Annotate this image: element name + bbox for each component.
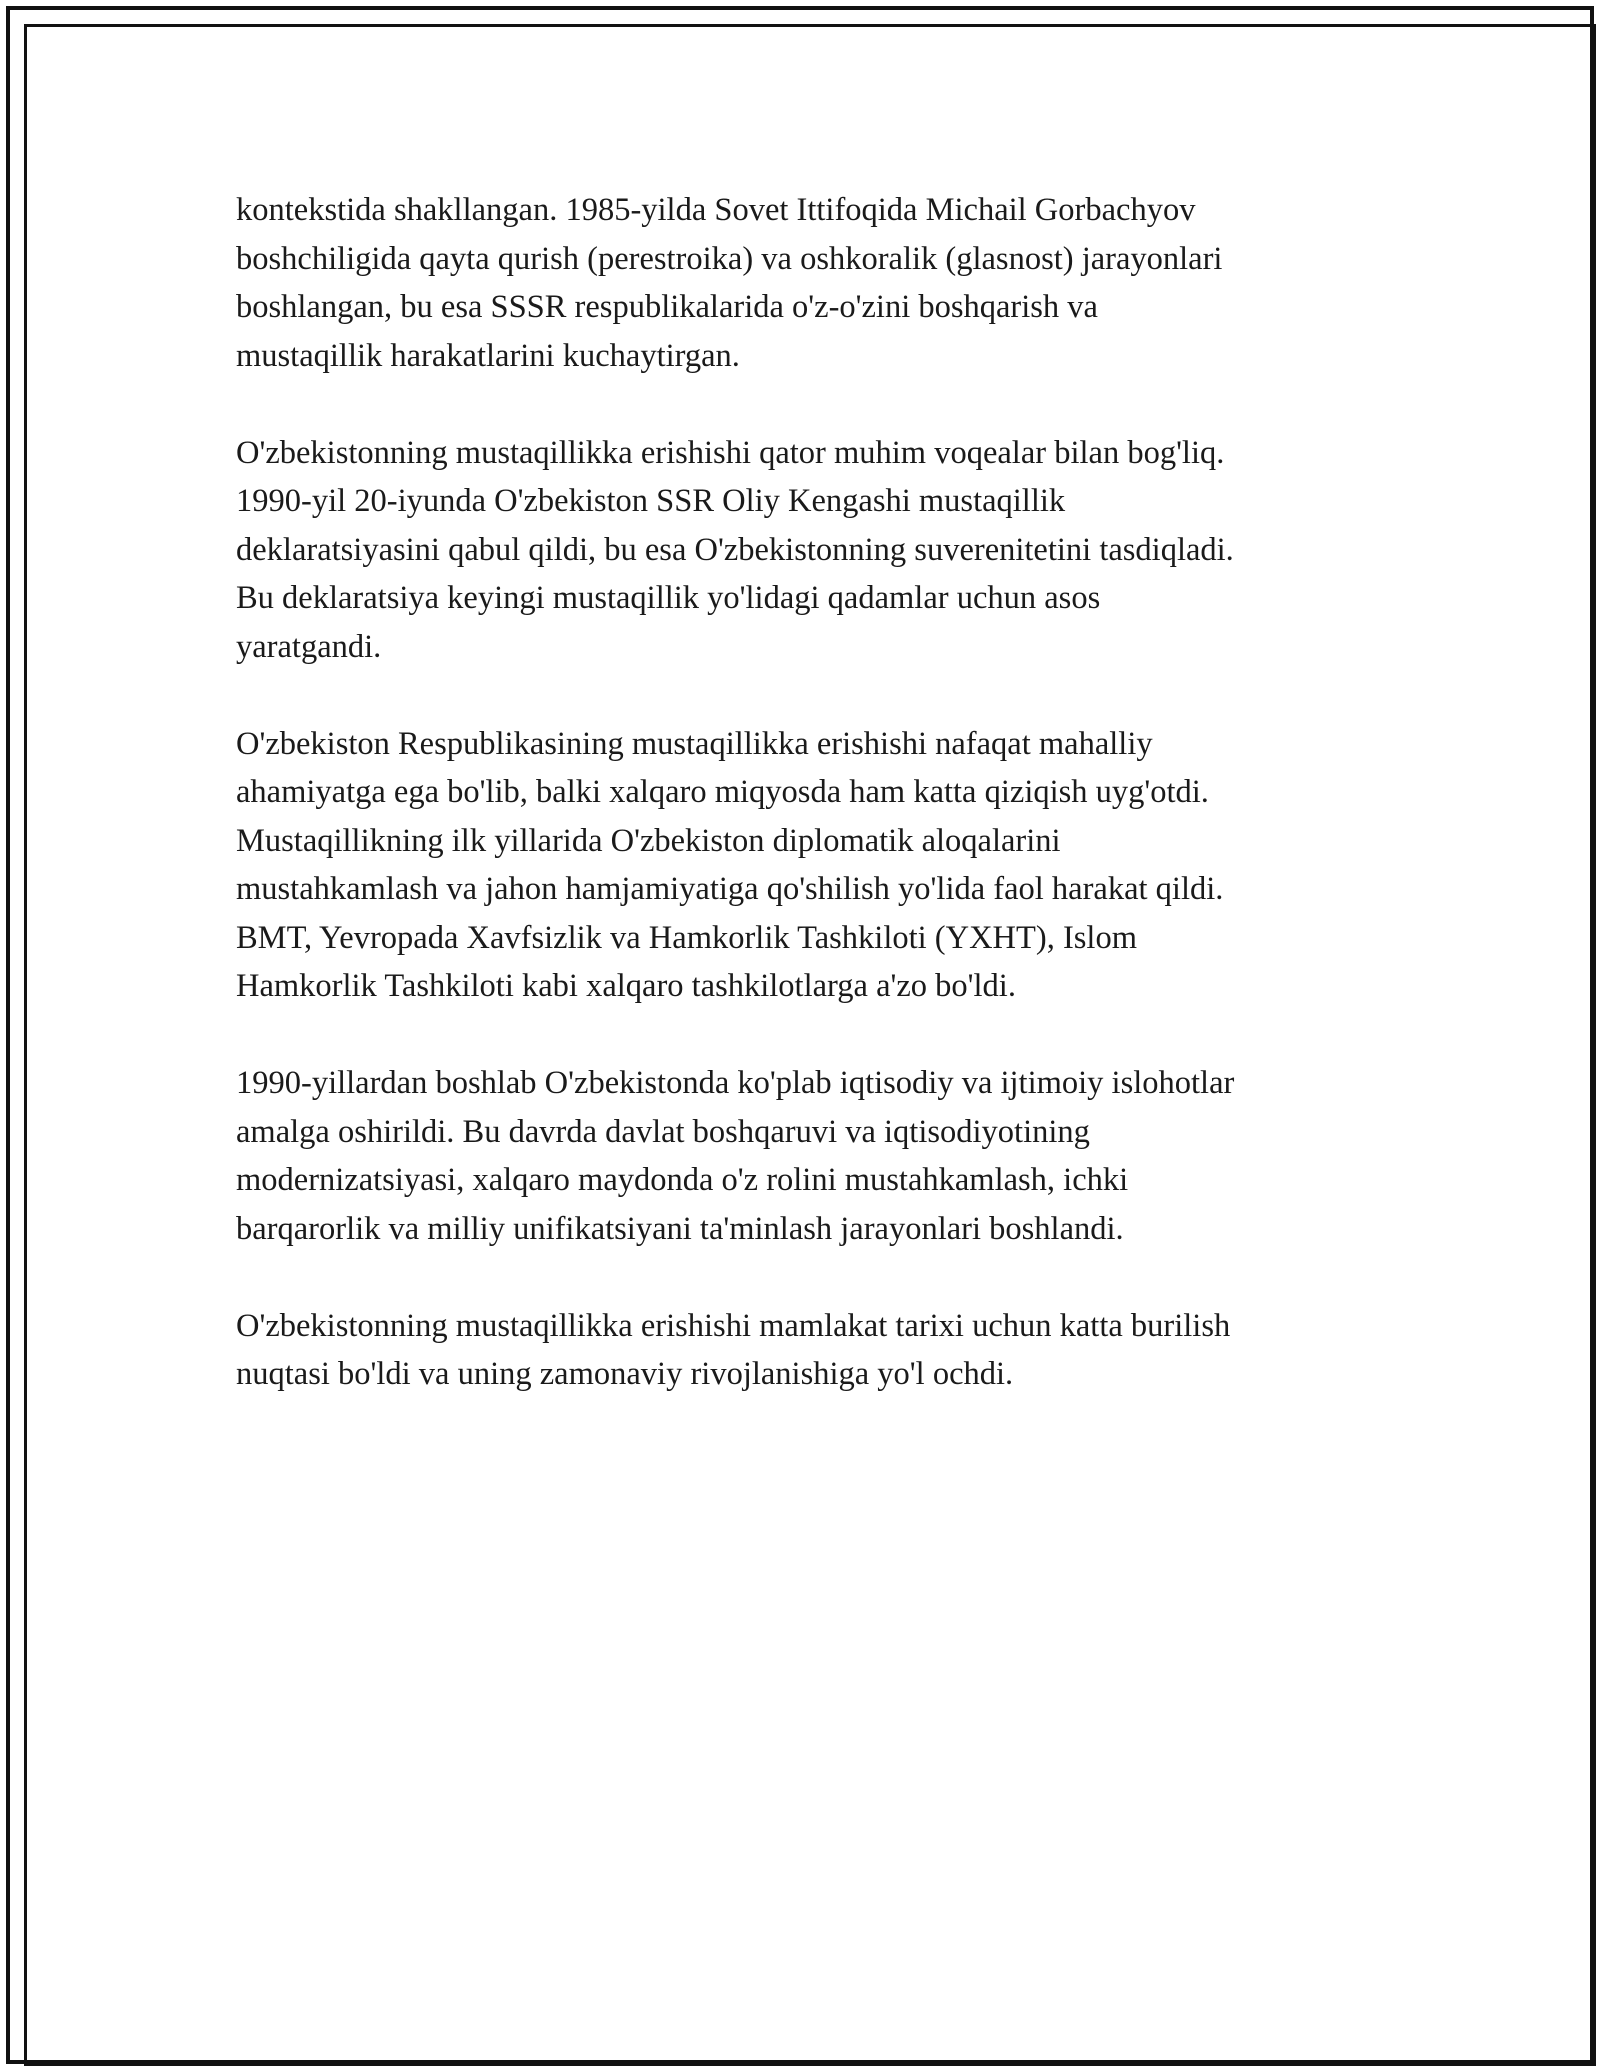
paragraph-3 [236,720,1386,1011]
text-line: mustahkamlash va jahon hamjamiyatiga qo'shilish yo'lida faol harakat qildi. [236,871,1224,907]
document-body [236,186,1386,1447]
text-line: boshchiligida qayta qurish (perestroika) va oshkoralik (glasnost) jarayonlari [236,240,1223,277]
text-line: yaratgandi. [236,628,382,665]
text-line: 1990-yil 20-iyunda O'zbekiston SSR Oliy Kengashi mustaqillik [236,483,1066,519]
text-line: nuqtasi bo'ldi va uning zamonaviy rivojlanishiga yo'l ochdi. [236,1356,1014,1392]
text-line: kontekstida shakllangan. 1985-yilda Sovet Ittifoqida Michail Gorbachyov [236,192,1196,228]
text-line: 1990-yillardan boshlab O'zbekistonda ko'plab iqtisodiy va ijtimoiy islohotlar [236,1065,1235,1101]
text-line: ahamiyatga ega bo'lib, balki xalqaro miqyosda ham katta qiziqish uyg'otdi. [236,774,1209,810]
paragraph-2 [236,429,1386,672]
text-line: modernizatsiyasi, xalqaro maydonda o'z rolini mustahkamlash, ichki [236,1162,1129,1198]
text-line: boshlangan, bu esa SSSR respublikalarida o'z-o'zini boshqarish va [236,289,1098,325]
text-line: O'zbekiston Respublikasining mustaqillikka erishishi nafaqat mahalliy [236,725,1153,762]
paragraph-4 [236,1059,1386,1253]
text-line: barqarorlik va milliy unifikatsiyani ta'minlash jarayonlari boshlandi. [236,1210,1124,1247]
text-line: amalga oshirildi. Bu davrda davlat boshqaruvi va iqtisodiyotining [236,1113,1090,1150]
paragraph-5 [236,1302,1386,1399]
text-line: mustaqillik harakatlarini kuchaytirgan. [236,337,740,374]
text-line: Mustaqillikning ilk yillarida O'zbekiston diplomatik aloqalarini [236,822,1061,859]
text-line: O'zbekistonning mustaqillikka erishishi mamlakat tarixi uchun katta burilish [236,1307,1231,1344]
paragraph-1 [236,186,1386,380]
text-line: BMT, Yevropada Xavfsizlik va Hamkorlik Tashkiloti (YXHT), Islom [236,919,1137,956]
text-line: O'zbekistonning mustaqillikka erishishi qator muhim voqealar bilan bog'liq. [236,434,1225,471]
text-line: Bu deklaratsiya keyingi mustaqillik yo'lidagi qadamlar uchun asos [236,580,1101,616]
text-line: deklaratsiyasini qabul qildi, bu esa O'zbekistonning suverenitetini tasdiqladi. [236,531,1234,568]
text-line: Hamkorlik Tashkiloti kabi xalqaro tashkilotlarga a'zo bo'ldi. [236,968,1016,1004]
